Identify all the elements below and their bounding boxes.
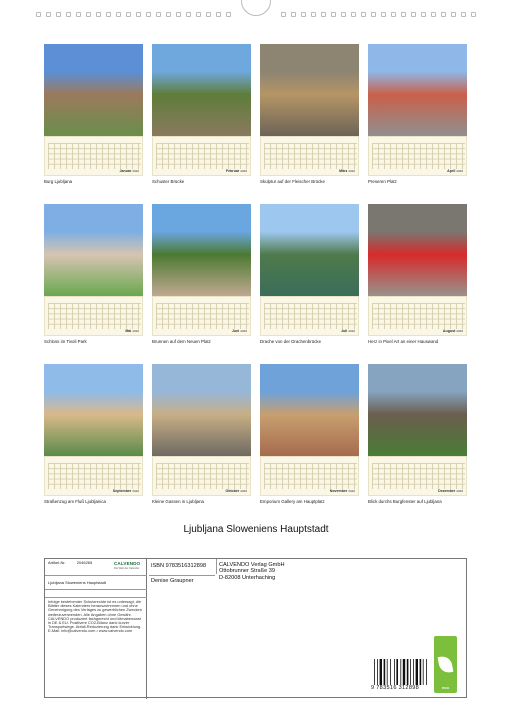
barcode	[373, 659, 431, 685]
day-grid	[264, 143, 357, 169]
binding-hole	[461, 12, 466, 17]
month-year: 2026	[240, 169, 247, 173]
month-photo	[44, 44, 143, 136]
binding-hole	[341, 12, 346, 17]
month-photo	[368, 204, 467, 296]
product-title-row	[45, 576, 147, 590]
month-label	[339, 169, 355, 173]
binding-hole	[311, 12, 316, 17]
month-calendar-grid	[260, 296, 359, 336]
binding-hole	[391, 12, 396, 17]
month-photo	[44, 204, 143, 296]
binding-hole	[371, 12, 376, 17]
info-left-column	[45, 559, 147, 699]
day-grid	[156, 143, 249, 169]
binding-hole	[411, 12, 416, 17]
binding-hole	[176, 12, 181, 17]
month-photo	[152, 364, 251, 456]
month-photo	[368, 44, 467, 136]
binding-hole	[56, 12, 61, 17]
month-name: Dezember	[438, 489, 456, 493]
month-caption: Skulptur auf der Fleischer Brücke	[260, 179, 325, 184]
binding-hole	[351, 12, 356, 17]
binding-hole	[451, 12, 456, 17]
calvendo-logo: CALVENDO Die Welt der Kalender	[114, 561, 141, 570]
binding-hole	[166, 12, 171, 17]
month-name: April	[447, 169, 456, 173]
month-name: November	[329, 489, 348, 493]
eco-badge: eco	[434, 636, 457, 693]
binding-hole	[116, 12, 121, 17]
binding-hole	[216, 12, 221, 17]
month-calendar-grid	[152, 456, 251, 496]
month-photo	[44, 364, 143, 456]
article-row	[45, 559, 147, 576]
divider	[149, 575, 215, 576]
month-photo	[260, 364, 359, 456]
month-year: 2026	[456, 329, 463, 333]
binding-hole	[381, 12, 386, 17]
day-grid	[372, 463, 465, 489]
isbn: ISBN 9783516312898	[151, 563, 207, 569]
month-calendar-grid	[260, 456, 359, 496]
month-caption: Herz in Pixel Art an einer Hauswand	[368, 339, 439, 344]
month-label	[125, 329, 139, 333]
month-name: Februar	[225, 169, 240, 173]
binding-hole	[86, 12, 91, 17]
month-calendar-grid	[260, 136, 359, 176]
hanger-hole	[241, 0, 271, 16]
author: Denise Graupner	[151, 578, 194, 584]
month-label	[226, 489, 247, 493]
month-label	[330, 489, 355, 493]
month-name: Juni	[231, 329, 240, 333]
month-calendar-grid	[368, 296, 467, 336]
legal-text: Infolge bestehender Schutzrechte ist es untersagt, die Blätter dieses Kalenders herauszutrennen und ohne Genehmigung des Verlages zu gewerblichen Zwecken weiterzuverwenden. Alle Angaben ohne Gewähr. CALVENDO produziert fachgerecht und klimabewusst in DE & EU. Positivere CO2-Bilanz dank kurzer Transportwege. Abfall-Reduzierung dank Entwicklung. E-Mail: info@calvendo.com • www.calvendo.com	[48, 599, 142, 634]
binding-hole	[146, 12, 151, 17]
month-label	[438, 489, 463, 493]
binding-hole	[471, 12, 476, 17]
day-grid	[372, 303, 465, 329]
publisher-address: CALVENDO Verlag GmbH Ottobrunner Straße 39 D-82008 Unterhaching	[219, 562, 285, 581]
binding-hole	[186, 12, 191, 17]
blank-row	[45, 590, 147, 598]
binding-hole	[441, 12, 446, 17]
month-label	[120, 169, 139, 173]
month-name: Januar	[119, 169, 132, 173]
month-calendar-grid	[152, 296, 251, 336]
month-caption: Straßenzug am Fluß Ljubljanica	[44, 499, 106, 504]
month-caption: Burg Ljubljana	[44, 179, 73, 184]
month-year: 2026	[240, 489, 247, 493]
binding-hole	[36, 12, 41, 17]
month-calendar-grid	[44, 456, 143, 496]
month-name: August	[442, 329, 456, 333]
binding-hole	[301, 12, 306, 17]
month-year: 2026	[132, 169, 139, 173]
binding-hole	[96, 12, 101, 17]
binding-hole	[46, 12, 51, 17]
binding-holes	[0, 0, 512, 22]
product-title: Ljubljana Sloweniens Hauptstadt	[48, 580, 107, 585]
calendar-title: Ljubljana Sloweniens Hauptstadt	[183, 524, 329, 535]
month-year: 2026	[348, 329, 355, 333]
month-year: 2026	[456, 489, 463, 493]
month-caption: Emporium Gallery am Hauptplatz	[260, 499, 325, 504]
product-info-box	[44, 558, 467, 698]
binding-hole	[321, 12, 326, 17]
month-caption: Brunnen auf dem Neuen Platz	[152, 339, 211, 344]
month-caption: Kleine Gassen in Ljubljana	[152, 499, 204, 504]
day-grid	[156, 463, 249, 489]
day-grid	[48, 463, 141, 489]
month-photo	[260, 204, 359, 296]
month-label	[341, 329, 355, 333]
binding-hole	[331, 12, 336, 17]
day-grid	[48, 143, 141, 169]
binding-hole	[291, 12, 296, 17]
binding-hole	[401, 12, 406, 17]
day-grid	[264, 303, 357, 329]
barcode-digits: 9 783516 312898	[371, 685, 420, 691]
month-name: Oktober	[225, 489, 240, 493]
month-calendar-grid	[44, 136, 143, 176]
binding-hole	[136, 12, 141, 17]
article-number: 2046265	[76, 560, 93, 565]
day-grid	[372, 143, 465, 169]
month-name: Mai	[125, 329, 132, 333]
binding-hole	[206, 12, 211, 17]
binding-hole	[76, 12, 81, 17]
divider	[216, 559, 217, 574]
month-label	[226, 169, 247, 173]
month-label	[232, 329, 247, 333]
binding-hole	[281, 12, 286, 17]
binding-hole	[226, 12, 231, 17]
month-year: 2026	[240, 329, 247, 333]
day-grid	[156, 303, 249, 329]
day-grid	[264, 463, 357, 489]
month-year: 2026	[348, 169, 355, 173]
month-caption: Drache von der Drachenbrücke	[260, 339, 322, 344]
month-photo	[260, 44, 359, 136]
month-caption: Schuster Brücke	[152, 179, 185, 184]
day-grid	[48, 303, 141, 329]
binding-hole	[431, 12, 436, 17]
binding-hole	[361, 12, 366, 17]
month-year: 2026	[132, 489, 139, 493]
month-name: März	[339, 169, 348, 173]
binding-hole	[126, 12, 131, 17]
month-year: 2026	[132, 329, 139, 333]
binding-hole	[66, 12, 71, 17]
month-caption: Preseren Platz	[368, 179, 397, 184]
month-label	[447, 169, 463, 173]
month-name: September	[112, 489, 132, 493]
month-calendar-grid	[368, 136, 467, 176]
month-year: 2026	[348, 489, 355, 493]
month-caption: Blick durchs Burgfenster auf Ljubljana	[368, 499, 442, 504]
article-label: Artikel-Nr.	[48, 560, 66, 565]
month-photo	[368, 364, 467, 456]
binding-hole	[196, 12, 201, 17]
leaf-icon	[438, 655, 454, 674]
month-calendar-grid	[44, 296, 143, 336]
month-photo	[152, 204, 251, 296]
binding-hole	[421, 12, 426, 17]
month-name: Juli	[341, 329, 348, 333]
month-calendar-grid	[152, 136, 251, 176]
month-photo	[152, 44, 251, 136]
month-year: 2026	[456, 169, 463, 173]
month-calendar-grid	[368, 456, 467, 496]
binding-hole	[106, 12, 111, 17]
month-label	[113, 489, 139, 493]
binding-hole	[156, 12, 161, 17]
month-label	[443, 329, 463, 333]
month-caption: Schloss im Tivoli Park	[44, 339, 87, 344]
